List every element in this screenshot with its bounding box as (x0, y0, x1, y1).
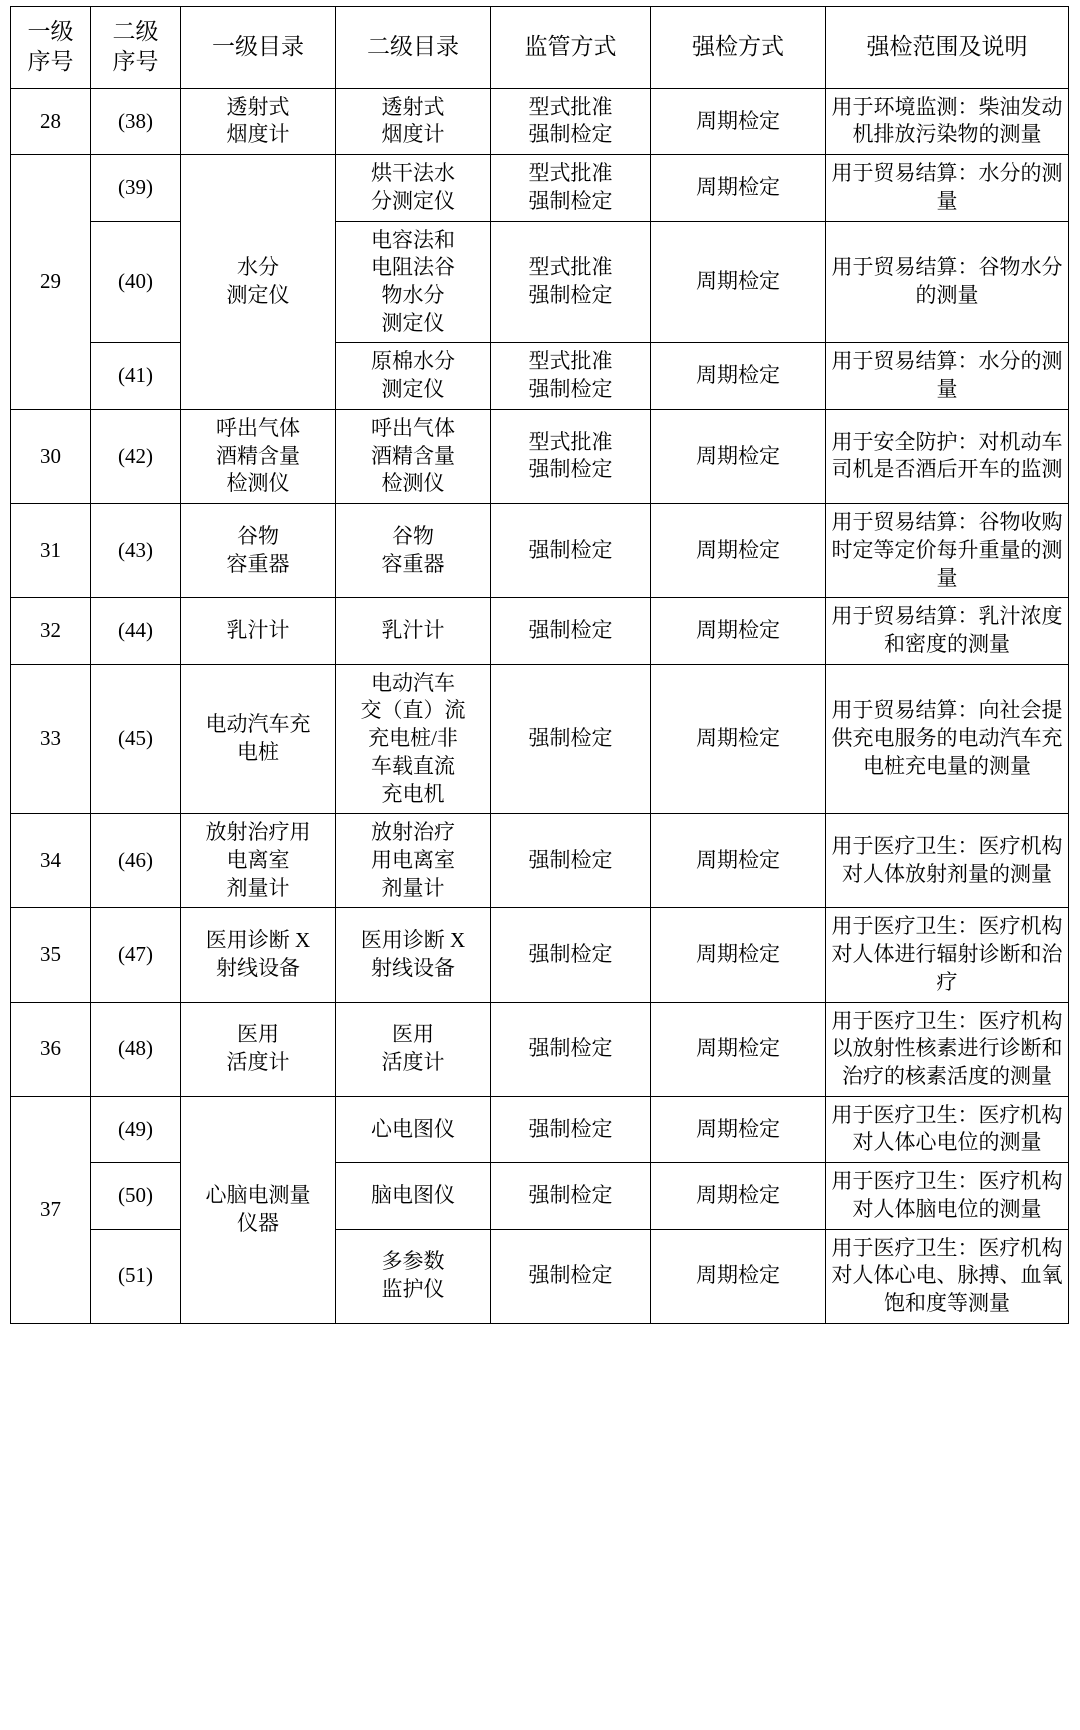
column-header-inspection: 强检方式 (651, 7, 826, 89)
cell-scope: 用于贸易结算：乳汁浓度和密度的测量 (826, 598, 1069, 664)
cell-level2-no: (46) (91, 814, 181, 908)
header-line-1: 一级 (27, 19, 74, 44)
cell-level1-no: 29 (11, 155, 91, 410)
table-row (11, 155, 1069, 221)
header-line-2: 序号 (27, 49, 74, 75)
cell-level2-catalog: 心电图仪 (336, 1096, 491, 1162)
cell-scope: 用于安全防护：对机动车司机是否酒后开车的监测 (826, 409, 1069, 503)
cell-level1-no: 28 (11, 88, 91, 154)
cell-level1-catalog: 乳汁计 (181, 598, 336, 664)
cell-supervision: 强制检定 (491, 1096, 651, 1162)
cell-supervision: 强制检定 (491, 1229, 651, 1323)
cell-supervision: 强制检定 (491, 908, 651, 1002)
cell-supervision: 强制检定 (491, 814, 651, 908)
cell-supervision: 型式批准 强制检定 (491, 155, 651, 221)
cell-inspection: 周期检定 (651, 155, 826, 221)
table-row (11, 221, 1069, 343)
cell-scope: 用于医疗卫生：医疗机构对人体心电位的测量 (826, 1096, 1069, 1162)
cell-level2-catalog: 放射治疗 用电离室 剂量计 (336, 814, 491, 908)
cell-supervision: 型式批准 强制检定 (491, 221, 651, 343)
cell-supervision: 强制检定 (491, 664, 651, 814)
header-line-1: 二级 (112, 19, 159, 44)
cell-level1-no: 36 (11, 1002, 91, 1096)
table-row (11, 1163, 1069, 1229)
cell-inspection: 周期检定 (651, 504, 826, 598)
cell-level1-catalog: 医用 活度计 (181, 1002, 336, 1096)
cell-level2-no: (48) (91, 1002, 181, 1096)
cell-inspection: 周期检定 (651, 908, 826, 1002)
cell-level2-catalog: 透射式 烟度计 (336, 88, 491, 154)
cell-level2-no: (38) (91, 88, 181, 154)
cell-inspection: 周期检定 (651, 221, 826, 343)
cell-level1-catalog: 心脑电测量 仪器 (181, 1096, 336, 1323)
cell-supervision: 强制检定 (491, 1002, 651, 1096)
cell-level2-catalog: 脑电图仪 (336, 1163, 491, 1229)
header-line-2: 序号 (112, 49, 159, 75)
table-row (11, 343, 1069, 409)
table-row (11, 1229, 1069, 1323)
cell-level2-catalog: 谷物 容重器 (336, 504, 491, 598)
cell-scope: 用于医疗卫生：医疗机构对人体脑电位的测量 (826, 1163, 1069, 1229)
cell-inspection: 周期检定 (651, 598, 826, 664)
cell-scope: 用于环境监测：柴油发动机排放污染物的测量 (826, 88, 1069, 154)
cell-level2-catalog: 烘干法水 分测定仪 (336, 155, 491, 221)
cell-inspection: 周期检定 (651, 664, 826, 814)
cell-level2-no: (50) (91, 1163, 181, 1229)
cell-level1-catalog: 呼出气体 酒精含量 检测仪 (181, 409, 336, 503)
cell-level2-catalog: 乳汁计 (336, 598, 491, 664)
cell-supervision: 型式批准 强制检定 (491, 88, 651, 154)
cell-level1-no: 34 (11, 814, 91, 908)
cell-supervision: 强制检定 (491, 504, 651, 598)
table-row (11, 1096, 1069, 1162)
cell-level1-catalog: 电动汽车充 电桩 (181, 664, 336, 814)
table-row (11, 88, 1069, 154)
cell-scope: 用于贸易结算：谷物水分的测量 (826, 221, 1069, 343)
cell-inspection: 周期检定 (651, 343, 826, 409)
table-row (11, 814, 1069, 908)
table-row (11, 409, 1069, 503)
cell-level2-no: (44) (91, 598, 181, 664)
cell-scope: 用于医疗卫生：医疗机构对人体心电、脉搏、血氧饱和度等测量 (826, 1229, 1069, 1323)
table-row (11, 598, 1069, 664)
cell-level2-no: (39) (91, 155, 181, 221)
cell-inspection: 周期检定 (651, 1002, 826, 1096)
cell-level1-catalog: 水分 测定仪 (181, 155, 336, 410)
column-header-level2-catalog: 二级目录 (336, 7, 491, 89)
cell-level2-no: (45) (91, 664, 181, 814)
table-row (11, 908, 1069, 1002)
cell-level2-catalog: 医用诊断 X 射线设备 (336, 908, 491, 1002)
cell-supervision: 强制检定 (491, 1163, 651, 1229)
table-row (11, 664, 1069, 814)
cell-level1-no: 35 (11, 908, 91, 1002)
cell-level1-no: 31 (11, 504, 91, 598)
cell-inspection: 周期检定 (651, 814, 826, 908)
cell-level1-catalog: 透射式 烟度计 (181, 88, 336, 154)
cell-scope: 用于医疗卫生：医疗机构对人体进行辐射诊断和治疗 (826, 908, 1069, 1002)
cell-level1-no: 30 (11, 409, 91, 503)
cell-level2-no: (40) (91, 221, 181, 343)
cell-level2-no: (42) (91, 409, 181, 503)
cell-level2-catalog: 多参数 监护仪 (336, 1229, 491, 1323)
column-header-scope: 强检范围及说明 (826, 7, 1069, 89)
cell-level2-catalog: 原棉水分 测定仪 (336, 343, 491, 409)
cell-inspection: 周期检定 (651, 1096, 826, 1162)
cell-level2-no: (51) (91, 1229, 181, 1323)
cell-inspection: 周期检定 (651, 1229, 826, 1323)
cell-level2-no: (47) (91, 908, 181, 1002)
cell-level2-no: (43) (91, 504, 181, 598)
cell-level2-catalog: 医用 活度计 (336, 1002, 491, 1096)
cell-level1-catalog: 医用诊断 X 射线设备 (181, 908, 336, 1002)
cell-supervision: 型式批准 强制检定 (491, 409, 651, 503)
cell-inspection: 周期检定 (651, 409, 826, 503)
cell-supervision: 型式批准 强制检定 (491, 343, 651, 409)
column-header-level1-no (11, 7, 91, 89)
column-header-level2-no (91, 7, 181, 89)
cell-level1-no: 33 (11, 664, 91, 814)
cell-level2-no: (49) (91, 1096, 181, 1162)
cell-level2-catalog: 呼出气体 酒精含量 检测仪 (336, 409, 491, 503)
cell-level1-no: 37 (11, 1096, 91, 1323)
cell-level2-no: (41) (91, 343, 181, 409)
cell-scope: 用于贸易结算：水分的测量 (826, 343, 1069, 409)
column-header-supervision: 监管方式 (491, 7, 651, 89)
cell-level2-catalog: 电动汽车 交（直）流 充电桩/非 车载直流 充电机 (336, 664, 491, 814)
cell-scope: 用于贸易结算：水分的测量 (826, 155, 1069, 221)
cell-inspection: 周期检定 (651, 88, 826, 154)
cell-level2-catalog: 电容法和 电阻法谷 物水分 测定仪 (336, 221, 491, 343)
cell-scope: 用于医疗卫生：医疗机构以放射性核素进行诊断和治疗的核素活度的测量 (826, 1002, 1069, 1096)
compulsory-inspection-catalog-table (10, 6, 1069, 1324)
cell-scope: 用于贸易结算：谷物收购时定等定价每升重量的测量 (826, 504, 1069, 598)
cell-level1-no: 32 (11, 598, 91, 664)
cell-supervision: 强制检定 (491, 598, 651, 664)
table-row (11, 1002, 1069, 1096)
cell-level1-catalog: 谷物 容重器 (181, 504, 336, 598)
cell-inspection: 周期检定 (651, 1163, 826, 1229)
table-row (11, 504, 1069, 598)
cell-scope: 用于医疗卫生：医疗机构对人体放射剂量的测量 (826, 814, 1069, 908)
table-header-row (11, 7, 1069, 89)
cell-level1-catalog: 放射治疗用 电离室 剂量计 (181, 814, 336, 908)
column-header-level1-catalog: 一级目录 (181, 7, 336, 89)
cell-scope: 用于贸易结算：向社会提供充电服务的电动汽车充电桩充电量的测量 (826, 664, 1069, 814)
